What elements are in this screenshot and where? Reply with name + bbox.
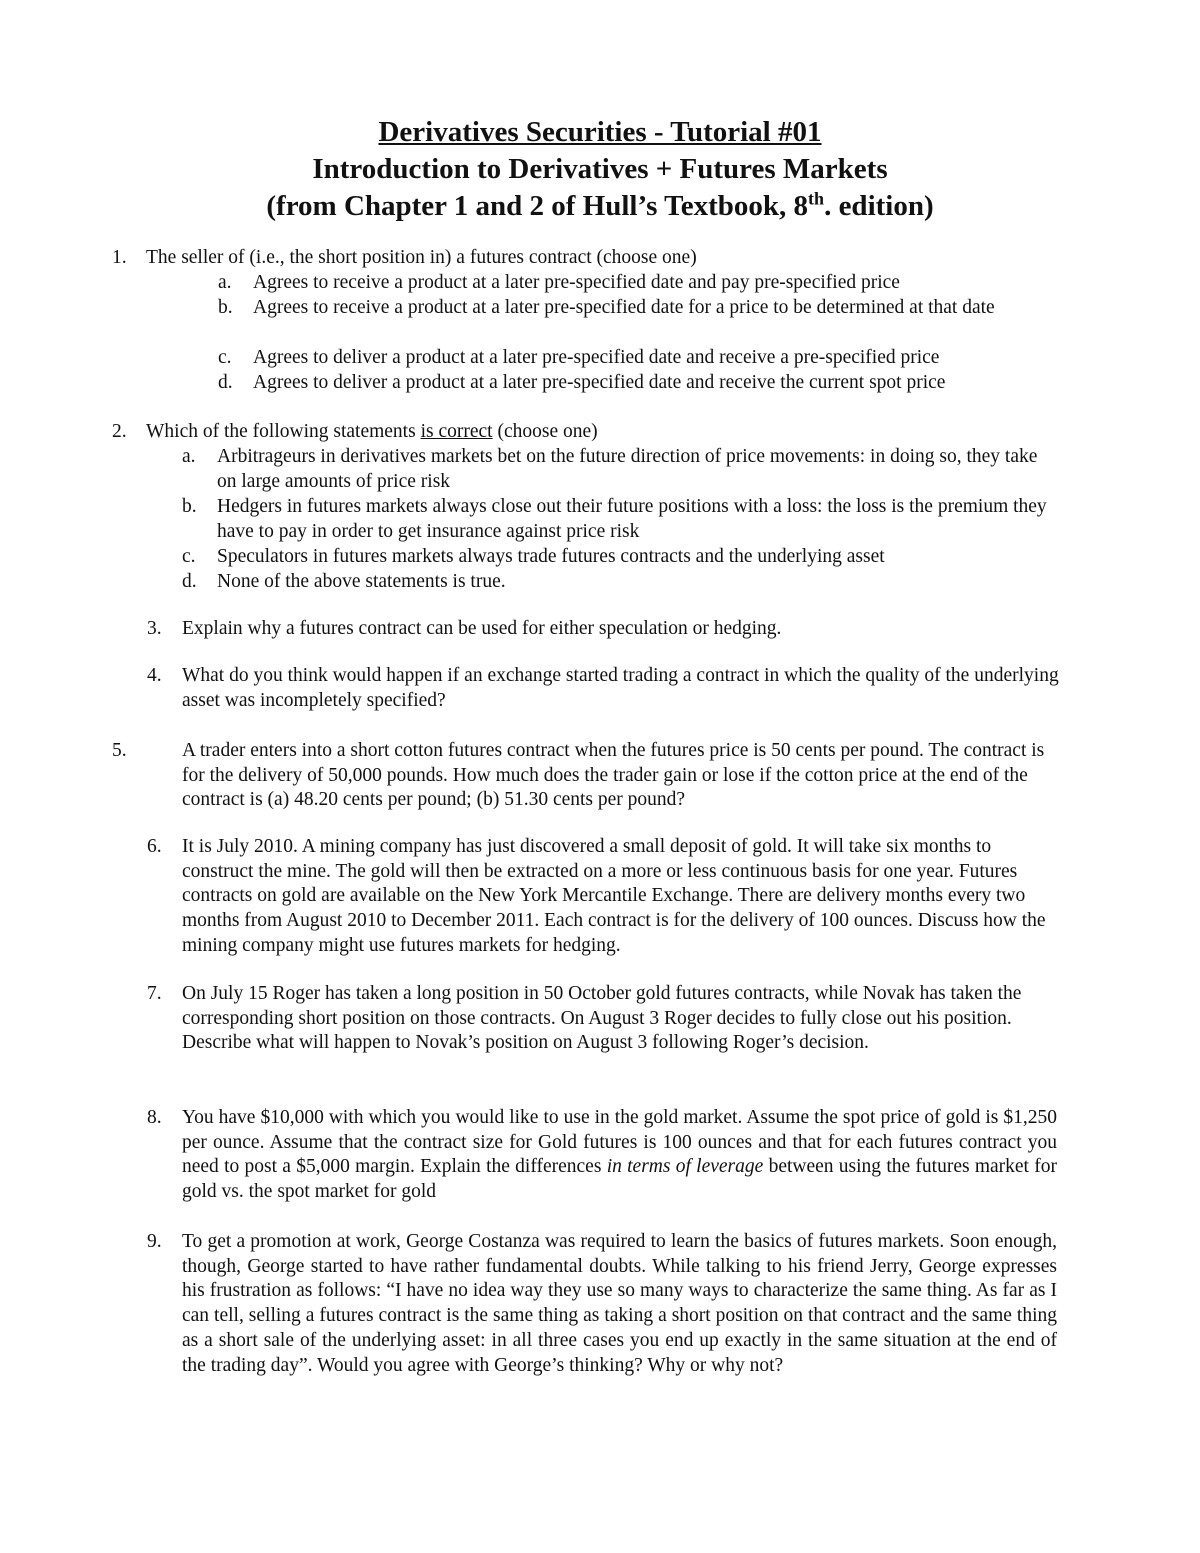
question-text: What do you think would happen if an exchange started trading a contract in which the quality of the underlying asset was incompletely specified? — [182, 665, 1059, 711]
question-number: 9. — [147, 1231, 162, 1252]
option-label: a. — [182, 446, 196, 467]
document-title: Derivatives Securities - Tutorial #01 — [378, 116, 822, 148]
question-text: Explain why a futures contract can be used for either speculation or hedging. — [182, 618, 782, 639]
option-label: d. — [218, 372, 233, 393]
question-text-start: Which of the following statements — [146, 421, 421, 442]
italic-phrase: in terms of leverage — [606, 1156, 764, 1178]
source-line-end: . edition) — [824, 190, 934, 222]
question-number: 1. — [112, 247, 127, 268]
question-text-end: (choose one) — [492, 421, 598, 442]
question-text-end: between using the futures market for gold vs. the spot market for gold — [182, 1156, 1057, 1203]
question-text: On July 15 Roger has taken a long position in 50 October gold futures contracts, while Novak has taken the corresponding short position on those contracts. On August 3 Roger decides to fully close out his position. Describe what will happen to Novak’s position on August 3 following Roger’s decision. — [182, 983, 1022, 1054]
document-header — [0, 114, 1200, 225]
option-text: None of the above statements is true. — [217, 571, 506, 592]
option-text: Agrees to receive a product at a later pre-specified date and pay pre-specified price — [253, 272, 900, 293]
question-number: 2. — [112, 421, 127, 442]
source-line-text: (from Chapter 1 and 2 of Hull’s Textbook, 8 — [266, 190, 809, 222]
question-number: 7. — [147, 983, 162, 1004]
option-text: Speculators in futures markets always trade futures contracts and the underlying asset — [217, 546, 885, 567]
document-subtitle: Introduction to Derivatives + Futures Markets — [312, 153, 888, 185]
question-number: 6. — [147, 836, 162, 857]
question-text: A trader enters into a short cotton futures contract when the futures price is 50 cents per pound. The contract is for the delivery of 50,000 pounds. How much does the trader gain or lose if the cotton price at the end of the contract is (a) 48.20 cents per pound; (b) 51.30 cents per pound? — [182, 740, 1045, 811]
question-text — [146, 420, 1046, 445]
question-text-start: You have $10,000 with which you would like to use in the gold market. Assume the spot price of gold is $1,250 per ounce. Assume that the contract size for Gold futures is 100 ounces and that for each futures contract you need to post a $5,000 margin. Explain the differences — [182, 1107, 1057, 1178]
edition-superscript: th — [808, 188, 825, 209]
question-number: 3. — [147, 618, 162, 639]
option-label: a. — [218, 272, 232, 293]
question-text: It is July 2010. A mining company has just discovered a small deposit of gold. It will take six months to construct the mine. The gold will then be extracted on a more or less continuous basis for one year. Futures contracts on gold are available on the New York Mercantile Exchange. There are delivery months every two months from August 2010 to December 2011. Each contract is for the delivery of 100 ounces. Discuss how the mining company might use futures markets for hedging. — [182, 836, 1046, 956]
question-text: The seller of (i.e., the short position in) a futures contract (choose one) — [146, 247, 697, 268]
question-text — [182, 1106, 1057, 1205]
question-number: 4. — [147, 665, 162, 686]
option-text: Arbitrageurs in derivatives markets bet on the future direction of price movements: in doing so, they take on large amounts of price risk — [217, 446, 1038, 492]
option-text: Hedgers in futures markets always close out their future positions with a loss: the loss is the premium they have to pay in order to get insurance against price risk — [217, 496, 1047, 542]
option-label: b. — [182, 496, 197, 517]
option-text: Agrees to receive a product at a later pre-specified date for a price to be determined at that date — [253, 297, 995, 318]
option-text: Agrees to deliver a product at a later pre-specified date and receive the current spot price — [253, 372, 946, 393]
question-number: 5. — [112, 740, 127, 761]
question-number: 8. — [147, 1107, 162, 1128]
underlined-phrase: is correct — [420, 421, 493, 442]
option-label: d. — [182, 571, 197, 592]
option-text: Agrees to deliver a product at a later pre-specified date and receive a pre-specified price — [253, 347, 940, 368]
option-label: c. — [218, 347, 232, 368]
option-label: b. — [218, 297, 233, 318]
document-source-line — [0, 188, 1200, 225]
question-text: To get a promotion at work, George Costanza was required to learn the basics of futures markets. Soon enough, though, George started to have rather fundamental doubts. While talking to his friend Jerry, George expresses his frustration as follows: “I have no idea way they use so many ways to characterize the same thing. As far as I can tell, selling a futures contract is the same thing as taking a short position on that contract and the same thing as a short sale of the underlying asset: in all three cases you end up exactly in the same situation at the end of the trading day”. Would you agree with George’s thinking? Why or why not? — [182, 1231, 1057, 1376]
option-label: c. — [182, 546, 196, 567]
